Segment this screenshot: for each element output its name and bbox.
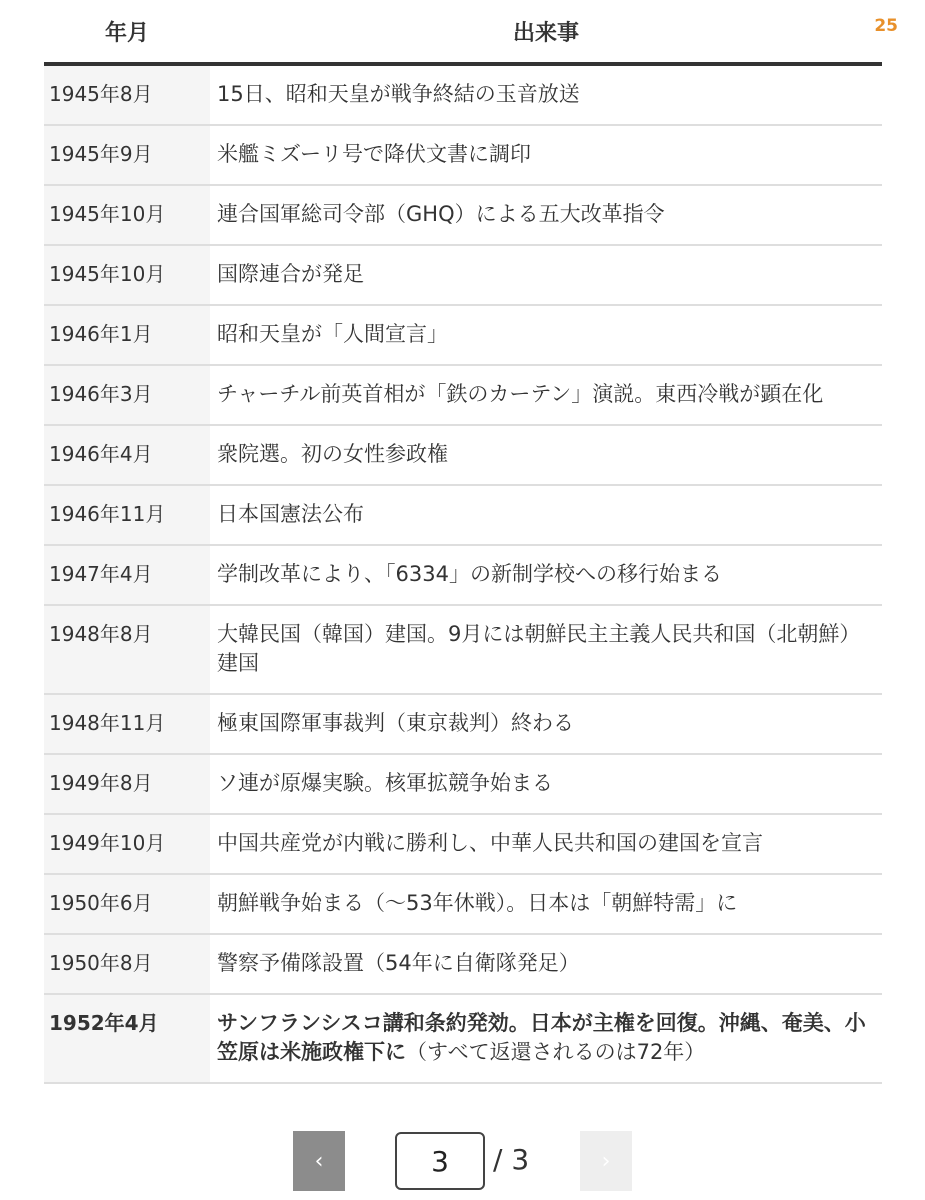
- row-date: 1946年1月: [44, 305, 210, 365]
- table-row: [44, 64, 882, 125]
- row-event: 極東国際軍事裁判（東京裁判）終わる: [210, 694, 882, 754]
- table-row: [44, 814, 882, 874]
- table-row-highlight: [44, 994, 882, 1083]
- table-row: [44, 605, 882, 694]
- row-event: 米艦ミズーリ号で降伏文書に調印: [210, 125, 882, 185]
- row-event: [210, 994, 882, 1083]
- table-row: [44, 874, 882, 934]
- row-event: ソ連が原爆実験。核軍拡競争始まる: [210, 754, 882, 814]
- row-date: 1950年6月: [44, 874, 210, 934]
- row-event: 中国共産党が内戦に勝利し、中華人民共和国の建国を宣言: [210, 814, 882, 874]
- table-body: [44, 64, 882, 1083]
- row-date: 1945年8月: [44, 64, 210, 125]
- page-number: 25: [874, 16, 898, 36]
- table-row: [44, 545, 882, 605]
- row-event: 衆院選。初の女性参政権: [210, 425, 882, 485]
- table-row: [44, 425, 882, 485]
- row-event: 朝鮮戦争始まる（～53年休戦）。日本は「朝鮮特需」に: [210, 874, 882, 934]
- row-event: 大韓民国（韓国）建国。9月には朝鮮民主主義人民共和国（北朝鮮）建国: [210, 605, 882, 694]
- row-event: 国際連合が発足: [210, 245, 882, 305]
- row-event: 警察予備隊設置（54年に自衛隊発足）: [210, 934, 882, 994]
- header-date: 年月: [44, 0, 210, 64]
- table-row: [44, 754, 882, 814]
- table-row: [44, 245, 882, 305]
- row-event: 日本国憲法公布: [210, 485, 882, 545]
- row-event: 連合国軍総司令部（GHQ）による五大改革指令: [210, 185, 882, 245]
- row-date: 1946年11月: [44, 485, 210, 545]
- row-date: 1945年10月: [44, 245, 210, 305]
- table-row: [44, 305, 882, 365]
- row-date: 1948年8月: [44, 605, 210, 694]
- row-event: 15日、昭和天皇が戦争終結の玉音放送: [210, 64, 882, 125]
- pagination: [0, 1131, 925, 1193]
- header-event: 出来事: [210, 0, 882, 64]
- row-date: 1952年4月: [44, 994, 210, 1083]
- table-row: [44, 934, 882, 994]
- row-event: 学制改革により、「6334」の新制学校への移行始まる: [210, 545, 882, 605]
- row-date: 1946年3月: [44, 365, 210, 425]
- table-row: [44, 485, 882, 545]
- row-event: 昭和天皇が「人間宣言」: [210, 305, 882, 365]
- row-date: 1947年4月: [44, 545, 210, 605]
- row-date: 1949年10月: [44, 814, 210, 874]
- next-page-button[interactable]: ›: [580, 1131, 632, 1191]
- row-date: 1949年8月: [44, 754, 210, 814]
- page-number-input[interactable]: [395, 1132, 485, 1190]
- table-row: [44, 694, 882, 754]
- row-date: 1950年8月: [44, 934, 210, 994]
- row-date: 1945年9月: [44, 125, 210, 185]
- prev-page-button[interactable]: ‹: [293, 1131, 345, 1191]
- row-date: 1945年10月: [44, 185, 210, 245]
- row-date: 1948年11月: [44, 694, 210, 754]
- table-row: [44, 125, 882, 185]
- timeline-table: [44, 0, 882, 1084]
- row-event-note: （すべて返還されるのは72年）: [406, 1040, 706, 1064]
- row-event-bold: サンフランシスコ講和条約発効。日本が主権を回復。沖縄、奄美、小笠原は米施政権下に: [217, 1011, 866, 1064]
- table-header-row: [44, 0, 882, 64]
- table-row: [44, 365, 882, 425]
- timeline-table-container: [44, 0, 882, 1084]
- row-event: チャーチル前英首相が「鉄のカーテン」演説。東西冷戦が顕在化: [210, 365, 882, 425]
- row-date: 1946年4月: [44, 425, 210, 485]
- table-row: [44, 185, 882, 245]
- page-total: / 3: [493, 1143, 530, 1176]
